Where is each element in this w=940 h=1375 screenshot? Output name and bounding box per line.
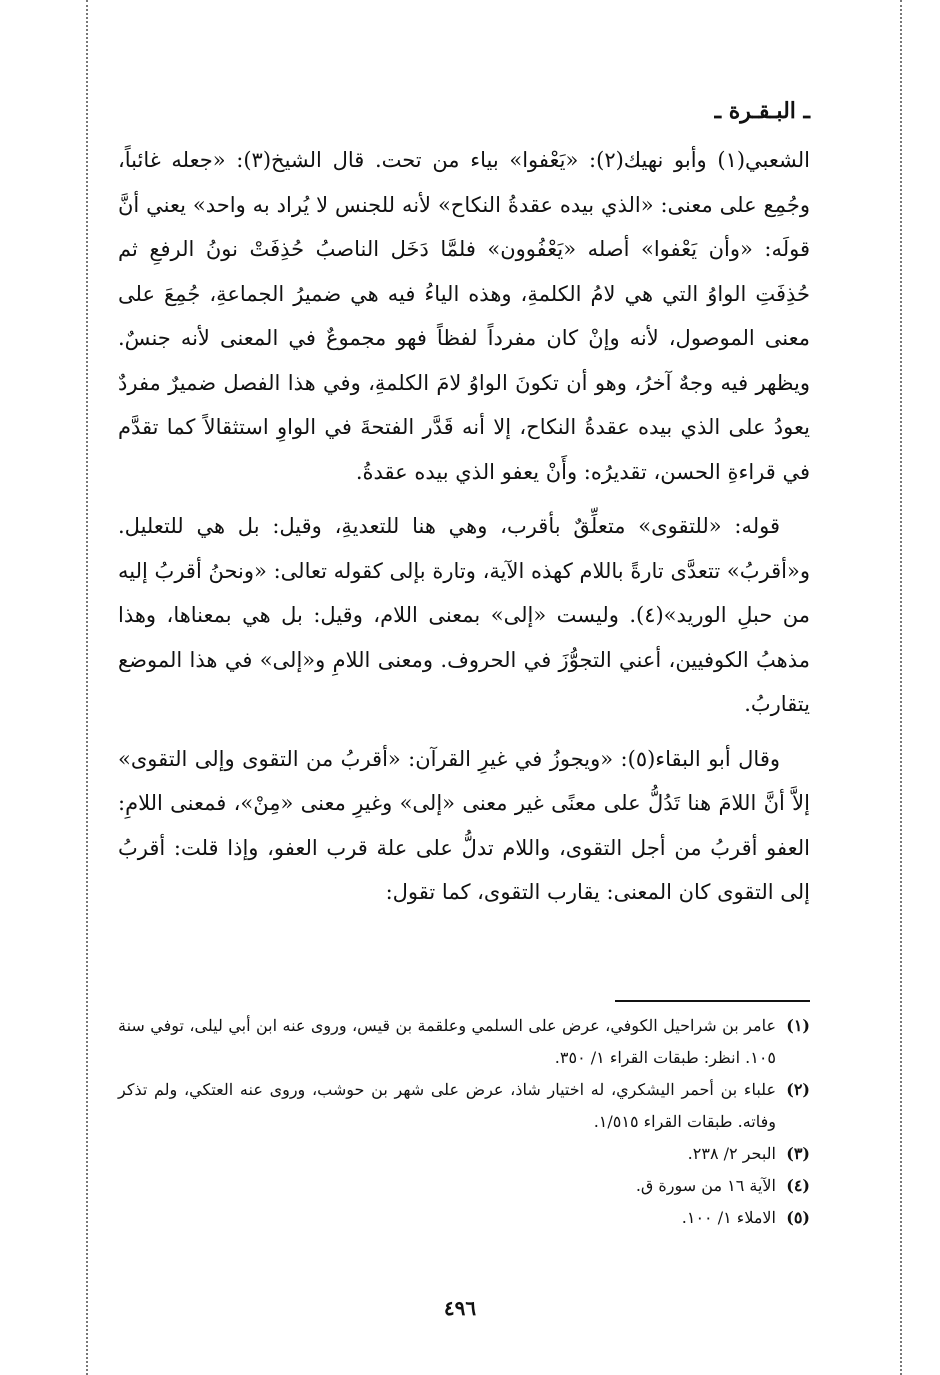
footnote (118, 1138, 810, 1170)
footnotes (118, 1010, 810, 1234)
paragraph: الشعبي(١) وأبو نهيك(٢): «يَعْفوا» بياء من تحت. قال الشيخ(٣): «جعله غائباً، وجُمِع على معنى: «الذي بيده عقدةُ النكاح» لأنه للجنس لا يُراد به واحد» يعني أنَّ قولَه: «وأن يَعْفوا» أصله «يَعْفُوون» فلمَّا دَخَل الناصبُ حُذِفَتْ نونُ الرفعِ ثم حُذِفَتِ الواوُ التي هي لامُ الكلمةِ، وهذه الياءُ فيه هي ضميرُ الجماعةِ، جُمِعَ على معنى الموصول، لأنه وإنْ كان مفرداً لفظاً فهو مجموعٌ في المعنى لأنه جنسٌ. ويظهر فيه وجهٌ آخرُ، وهو أن تكونَ الواوُ لامَ الكلمةِ، وفي هذا الفصل ضميرٌ مفردٌ يعودُ على الذي بيده عقدةُ النكاح، إلا أنه قَدَّر الفتحةَ في الواوِ استثقالاً كما تقدَّم في قراءةِ الحسن، تقديرُه: وأَنْ يعفو الذي بيده عقدةُ. (118, 148, 810, 484)
footnote-separator (615, 1000, 810, 1002)
footnote-text: عامر بن شراحيل الكوفي، عرض على السلمي وعلقمة بن قيس، وروى عنه ابن أبي ليلى، توفي سنة ١٠٥. انظر: طبقات القراء ١/ ٣٥٠. (118, 1016, 776, 1067)
footnote (118, 1074, 810, 1138)
footnote-number: (٢) (786, 1080, 810, 1099)
footnote-text: البحر ٢/ ٢٣٨. (687, 1144, 776, 1163)
page-number: ٤٩٦ (443, 1296, 477, 1320)
footnote-number: (٤) (786, 1176, 810, 1195)
footnote-text: الآية ١٦ من سورة ق. (635, 1176, 776, 1195)
footnote-number: (٥) (786, 1208, 810, 1227)
footnote (118, 1010, 810, 1074)
footnote (118, 1202, 810, 1234)
footnote-number: (٣) (786, 1144, 810, 1163)
footnote (118, 1170, 810, 1202)
paragraph: قوله: «للتقوى» متعلِّقٌ بأقرب، وهي هنا للتعديةِ، وقيل: بل هي للتعليل. و«أقربُ» تتعدَّى تارةً باللام كهذه الآية، وتارة بإلى كقوله تعالى: «ونحنُ أقربُ إليه من حبلِ الوريد»(٤). وليست «إلى» بمعنى اللام، وقيل: بل هي بمعناها، وهذا مذهبُ الكوفيين، أعني التجوُّزَ في الحروف. ومعنى اللامِ و«إلى» في هذا الموضع يتقاربُ. (118, 514, 810, 716)
running-title: ـ البـقـرة ـ (714, 98, 810, 124)
main-text (118, 138, 810, 915)
footnote-number: (١) (786, 1016, 810, 1035)
scan-edge-right (900, 0, 902, 1375)
scan-edge-left (86, 0, 88, 1375)
paragraph: وقال أبو البقاء(٥): «ويجوزُ في غيرِ القرآن: «أقربُ من التقوى وإلى التقوى» إلاَّ أنَّ اللامَ هنا تَدُلُّ على معنًى غير معنى «إلى» وغيرِ معنى «مِنْ»، فمعنى اللامِ: العفو أقربُ من أجل التقوى، واللام تدلُّ على علة قرب العفو، وإذا قلت: أقربُ إلى التقوى كان المعنى: يقارب التقوى، كما تقول: (118, 746, 810, 904)
footnote-text: الاملاء ١/ ١٠٠. (681, 1208, 776, 1227)
footnote-text: علباء بن أحمر اليشكري، له اختيار شاذ، عرض على شهر بن حوشب، وروى عنه العتكي، ولم تذكر وفاته. طبقات القراء ١/٥١٥. (118, 1080, 776, 1131)
